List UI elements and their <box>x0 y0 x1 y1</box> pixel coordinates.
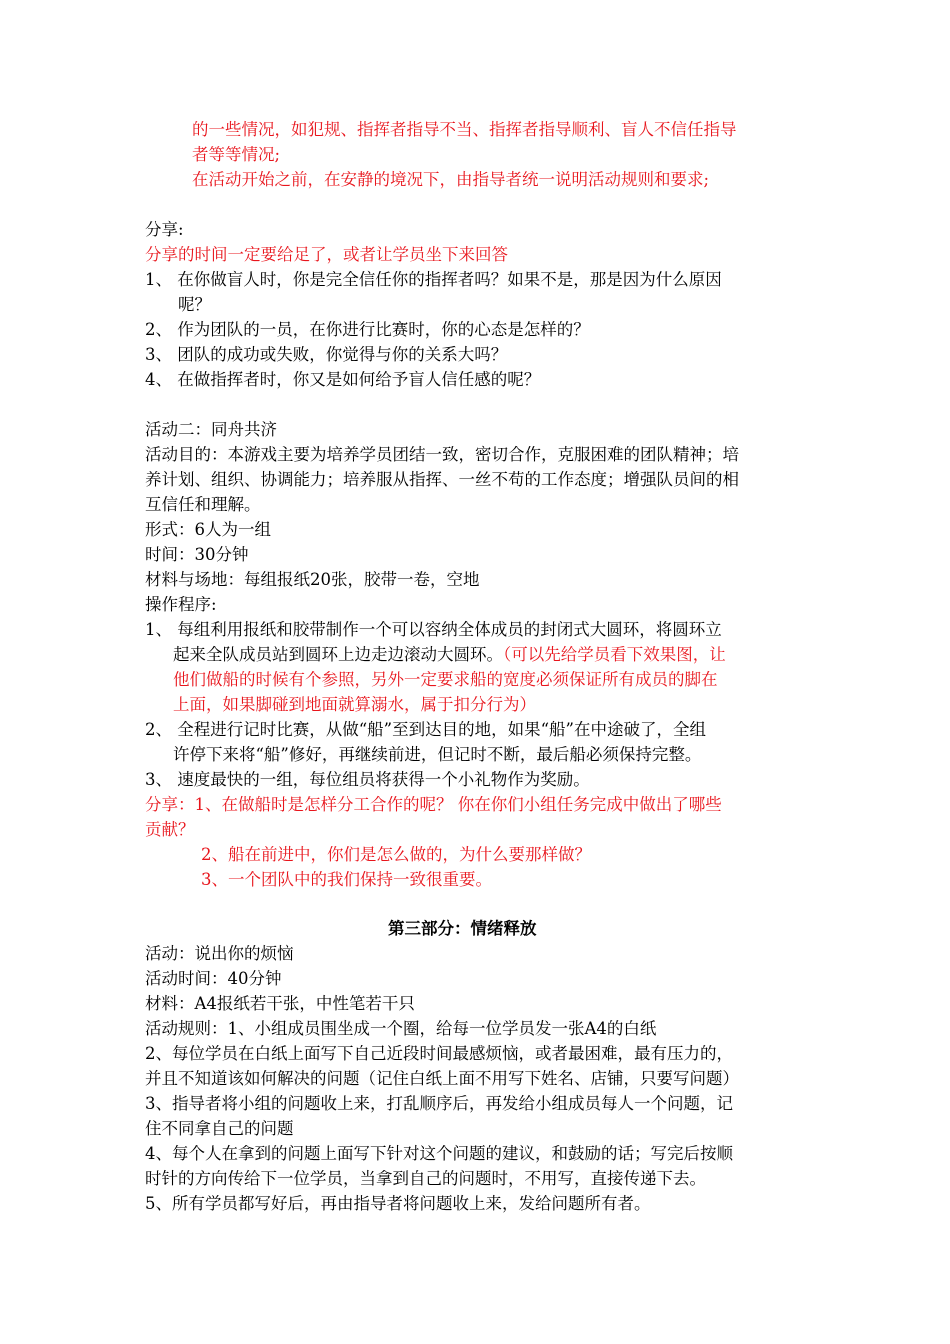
share-question-4: 4、 在做指挥者时，你又是如何给予盲人信任感的呢？ <box>145 370 541 389</box>
activity2-purpose-1: 活动目的：本游戏主要为培养学员团结一致，密切合作，克服困难的团队精神；培 <box>145 445 739 464</box>
activity2-step-3: 3、 速度最快的一组，每位组员将获得一个小礼物作为奖励。 <box>145 770 590 789</box>
share-question-2: 2、 作为团队的一员，在你进行比赛时，你的心态是怎样的？ <box>145 320 590 339</box>
part3-activity: 活动：说出你的烦恼 <box>145 944 294 963</box>
activity2-title: 活动二：同舟共济 <box>145 420 277 439</box>
part3-rule-2: 2、每位学员在白纸上面写下自己近段时间最感烦恼，或者最困难，最有压力的， <box>145 1044 733 1063</box>
activity2-step-1-note-2: 他们做船的时候有个参照，另外一定要求船的宽度必须保证所有成员的脚在 <box>173 670 718 689</box>
intro-line-1: 的一些情况，如犯规、指挥者指导不当、指挥者指导顺利、盲人不信任指导 <box>192 120 737 139</box>
activity2-purpose-2: 养计划、组织、协调能力；培养服从指挥、一丝不苟的工作态度；增强队员间的相 <box>145 470 739 489</box>
activity2-step-2: 2、 全程进行记时比赛，从做“船”至到达目的地，如果“船”在中途破了，全组 <box>145 720 706 739</box>
intro-line-3: 在活动开始之前，在安静的境况下，由指导者统一说明活动规则和要求; <box>192 170 710 189</box>
activity2-time: 时间：30分钟 <box>145 545 249 564</box>
activity2-procedure-label: 操作程序: <box>145 595 217 614</box>
step-1-black-text: 起来全队成员站到圆环上边走边滚动大圆环。 <box>173 645 503 664</box>
share-question-3: 3、 团队的成功或失败，你觉得与你的关系大吗？ <box>145 345 508 364</box>
activity2-share-2: 2、船在前进中，你们是怎么做的，为什么要那样做？ <box>201 845 591 864</box>
activity2-step-1-cont <box>0 643 950 667</box>
activity2-step-1: 1、 每组利用报纸和胶带制作一个可以容纳全体成员的封闭式大圆环，将圆环立 <box>145 620 722 639</box>
share-note: 分享的时间一定要给足了，或者让学员坐下来回答 <box>145 245 508 264</box>
part3-materials: 材料：A4报纸若干张，中性笔若干只 <box>145 994 415 1013</box>
activity2-share-3: 3、一个团队中的我们保持一致很重要。 <box>201 870 492 889</box>
part3-rule-5: 5、所有学员都写好后，再由指导者将问题收上来，发给问题所有者。 <box>145 1194 651 1213</box>
activity2-share-1: 分享：1、在做船时是怎样分工合作的呢？ 你在你们小组任务完成中做出了哪些 <box>145 795 722 814</box>
share-question-1-cont: 呢？ <box>178 295 211 314</box>
activity2-purpose-3: 互信任和理解。 <box>145 495 261 514</box>
part3-time: 活动时间：40分钟 <box>145 969 282 988</box>
intro-line-2: 者等等情况; <box>192 145 281 164</box>
activity2-share-1-cont: 贡献？ <box>145 820 195 839</box>
part3-rule-3-cont: 住不同拿自己的问题 <box>145 1119 294 1138</box>
part3-rule-4-cont: 时针的方向传给下一位学员，当拿到自己的问题时，不用写，直接传递下去。 <box>145 1169 706 1188</box>
part3-rule-2-cont: 并且不知道该如何解决的问题（记住白纸上面不用写下姓名、店铺，只要写问题） <box>145 1069 739 1088</box>
activity2-form: 形式：6人为一组 <box>145 520 271 539</box>
activity2-materials: 材料与场地：每组报纸20张，胶带一卷，空地 <box>145 570 480 589</box>
part3-rule-4: 4、每个人在拿到的问题上面写下针对这个问题的建议，和鼓励的话；写完后按顺 <box>145 1144 733 1163</box>
part3-rule-1: 活动规则：1、小组成员围坐成一个圈，给每一位学员发一张A4的白纸 <box>145 1019 657 1038</box>
step-1-red-note: （可以先给学员看下效果图，让 <box>503 645 726 664</box>
part3-heading: 第三部分：情绪释放 <box>388 919 537 938</box>
share-question-1: 1、 在你做盲人时，你是完全信任你的指挥者吗？如果不是，那是因为什么原因 <box>145 270 722 289</box>
activity2-step-1-note-3: 上面，如果脚碰到地面就算溺水，属于扣分行为） <box>173 695 536 714</box>
activity2-step-2-cont: 许停下来将“船”修好，再继续前进，但记时不断，最后船必须保持完整。 <box>173 745 702 764</box>
share-label: 分享: <box>145 220 184 239</box>
part3-rule-3: 3、指导者将小组的问题收上来，打乱顺序后，再发给小组成员每人一个问题，记 <box>145 1094 733 1113</box>
